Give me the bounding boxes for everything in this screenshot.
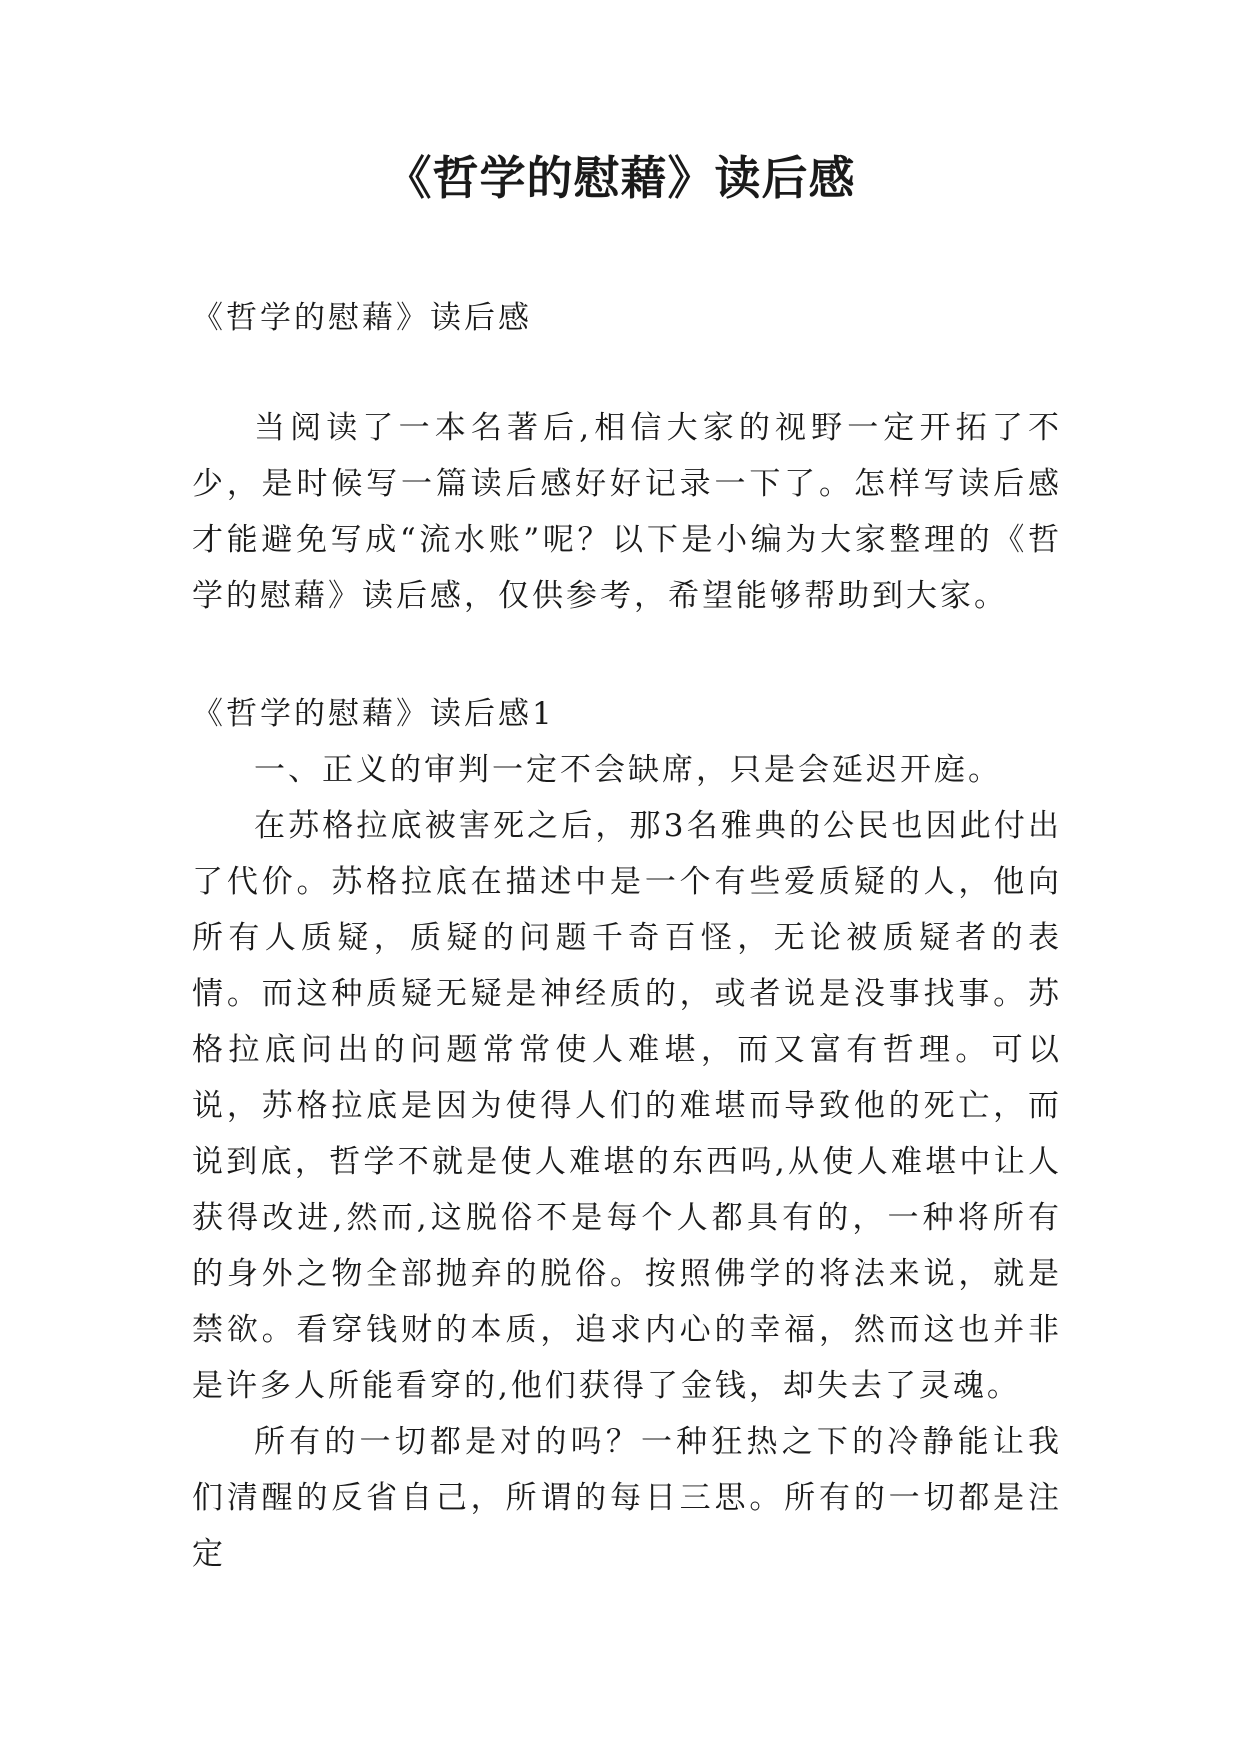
document-title: 《哲学的慰藉》读后感	[385, 151, 856, 205]
document-subtitle: 《哲学的慰藉》读后感	[192, 300, 532, 336]
body-paragraph-3: 所有的一切都是对的吗？一种狂热之下的冷静能让我们清醒的反省自己，所谓的每日三思。所有的一切都是注定	[192, 1424, 1062, 1572]
intro-paragraph: 当阅读了一本名著后,相信大家的视野一定开拓了不少，是时候写一篇读后感好好记录一下了。怎样写读后感才能避免写成“流水账”呢？以下是小编为大家整理的《哲学的慰藉》读后感，仅供参考，希望能够帮助到大家。	[192, 410, 1062, 614]
body-paragraph-2: 在苏格拉底被害死之后，那3名雅典的公民也因此付出了代价。苏格拉底在描述中是一个有些爱质疑的人，他向所有人质疑，质疑的问题千奇百怪，无论被质疑者的表情。而这种质疑无疑是神经质的，或者说是没事找事。苏格拉底问出的问题常常使人难堪，而又富有哲理。可以说，苏格拉底是因为使得人们的难堪而导致他的死亡，而说到底，哲学不就是使人难堪的东西吗,从使人难堪中让人获得改进,然而,这脱俗不是每个人都具有的，一种将所有的身外之物全部抛弃的脱俗。按照佛学的将法来说，就是禁欲。看穿钱财的本质，追求内心的幸福，然而这也并非是许多人所能看穿的,他们获得了金钱，却失去了灵魂。	[192, 808, 1062, 1404]
document-body	[192, 290, 1062, 1582]
body-paragraph-1: 一、正义的审判一定不会缺席，只是会延迟开庭。	[254, 752, 1002, 788]
section-heading: 《哲学的慰藉》读后感1	[192, 696, 555, 732]
